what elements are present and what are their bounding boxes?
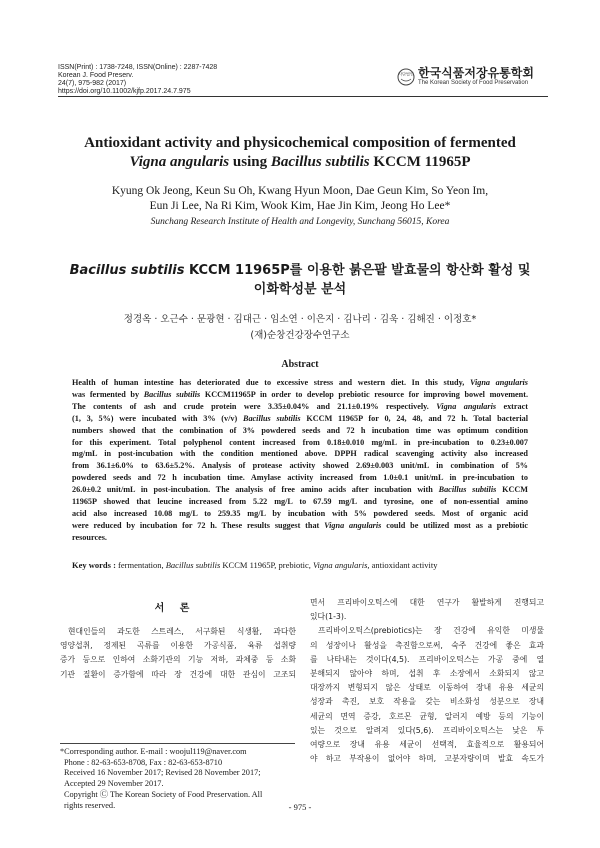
intro-left-line: 기관 질환이 증가함에 따라 장 건강에 대한 관심이 고조되 <box>60 669 296 679</box>
header-divider <box>58 96 548 97</box>
species-name: Bacillus subtilis <box>143 389 201 399</box>
journal-abbrev: Korean J. Food Preserv. <box>58 72 134 79</box>
intro-right-line: 야 하고 부작용이 없어야 하며, 고분자량이며 발효 속도가 <box>310 754 544 764</box>
journal-header <box>58 64 217 96</box>
abstract-body <box>72 377 528 544</box>
page-number: - 975 - <box>288 802 312 812</box>
abstract-line: for this experiment. Total polyphenol content increased from 0.18±0.010 mg/mL in pre-incubation to 0.23±0.007 <box>72 437 528 447</box>
intro-right-line: 있다(1-3). <box>310 612 347 622</box>
intro-right-line: 면서 프리바이오틱스에 대한 연구가 활발하게 진행되고 <box>310 598 544 607</box>
species-name: Bacillus subtilis <box>165 560 221 570</box>
footnote-line: Accepted 29 November 2017. <box>64 779 164 789</box>
intro-right-line: 를 나타내는 것이다(4,5). 프리바이오틱스는 가공 중에 열 <box>310 654 544 664</box>
issn-text: ISSN(Print) : 1738-7248, ISSN(Online) : 2287-7428 <box>58 64 218 71</box>
intro-right-line: 있는 것으로 알려져 있다(5,6). 프리바이오틱스는 낮은 투 <box>310 725 544 735</box>
intro-left-line: 영양섭취, 정제된 곡류를 이용한 가공식품, 육류 섭취량 <box>60 641 296 651</box>
abstract-line: from 36.1±6.0% to 63.6±5.2%. Analysis of protease activity showed 2.69±0.003 unit/mL in combination of 5% <box>72 461 528 471</box>
species-name: Vigna angularis <box>469 378 528 387</box>
doi-link[interactable]: https://doi.org/10.11002/kjfp.2017.24.7.975 <box>58 88 191 95</box>
korean-title-rest: KCCM 11965P를 이용한 붉은팥 발효물의 항산화 활성 및 <box>184 263 531 278</box>
footnote-line[interactable]: *Corresponding author. E-mail : woojul119@naver.com <box>60 747 247 756</box>
intro-left-column <box>60 625 296 682</box>
title-line-2 <box>40 153 560 172</box>
footnote-divider <box>60 743 295 744</box>
intro-left-line: 증가 등으로 인하여 소화기관의 기능 저하, 과체중 등 소화 <box>60 655 296 665</box>
korean-title <box>40 261 560 299</box>
abstract-line: was fermented by Bacillus subtilis KCCM11965P in order to develop prebiotic resource for improving bowel movement. <box>72 389 528 399</box>
intro-right-line: 의 성장이나 활성을 촉진함으로써, 숙주 건강에 좋은 효과 <box>310 640 544 650</box>
intro-right-line: 분해되지 않아야 하며, 섭취 후 소장에서 소화되지 않고 <box>310 669 544 679</box>
affiliation: Sunchang Research Institute of Health and Longevity, Sunchang 56015, Korea <box>150 217 450 227</box>
abstract-line: Health of human intestine has deteriorated due to excessive stress and western diet. In this study, Vigna angularis <box>72 378 528 387</box>
abstract-line: 11965P showed that leucine increased from 5.22 mg/L to 67.59 mg/L and tyrosine, one of non-essential amino <box>72 497 528 507</box>
intro-right-line: 세균의 면역 증강, 호르몬 균형, 알러지 예방 등의 기능이 <box>310 711 544 721</box>
journal-volume: 24(7), 975-982 (2017) <box>58 80 127 87</box>
authors-line-1: Kyung Ok Jeong, Keun Su Oh, Kwang Hyun Moon, Dae Geun Kim, So Yeon Im, <box>111 185 489 197</box>
abstract-line: resources. <box>72 532 107 542</box>
abstract-heading: Abstract <box>281 359 319 370</box>
intro-heading: 서 론 <box>154 603 196 614</box>
title-strain: KCCM 11965P <box>369 154 471 170</box>
footnote-line: Received 16 November 2017; Revised 28 November 2017; <box>64 768 261 778</box>
society-name-ko: 한국식품저장유통학회 <box>418 66 534 80</box>
species-name: Bacillus subtilis <box>242 413 301 423</box>
abstract-line: (1, 3, 5%) were incubated with 3% (v/v) Bacillus subtilis KCCM 11965P for 0, 24, 48, and 72 h. Total bacterial <box>72 413 529 423</box>
emblem-text: 사단법인 <box>398 71 414 77</box>
korean-title-species: Bacillus subtilis <box>69 263 185 278</box>
korean-authors: 정경옥 · 오근수 · 문광현 · 김대근 · 임소연 · 이은지 · 김나리 · 김욱 · 김해진 · 이정호* <box>123 314 477 325</box>
authors-line-2: Eun Ji Lee, Na Ri Kim, Wook Kim, Hae Jin Kim, Jeong Ho Lee* <box>149 200 451 212</box>
korean-affiliation: (재)순창건강장수연구소 <box>250 330 350 341</box>
intro-right-line: 대장까지 변형되지 않은 상태로 이동하여 장내 유용 세균의 <box>310 683 544 693</box>
abstract-line: 26.0±0.2 unit/mL in post-incubation. The analysis of free amino acids after incubation with Bacillus subtilis KCCM <box>72 485 529 495</box>
species-name: Vigna angularis <box>324 520 382 530</box>
korean-title-line-1 <box>40 261 560 280</box>
korean-title-line-2: 이화학성분 분석 <box>253 282 347 297</box>
society-name-en: The Korean Society of Food Preservation <box>418 80 529 86</box>
title-using: using <box>229 154 271 170</box>
keywords-text: fermentation, Bacillus subtilis KCCM 11965P, prebiotic, Vigna angularis, antioxidant activity <box>118 560 438 570</box>
society-logo <box>397 66 549 88</box>
title-bacteria: Bacillus subtilis <box>270 154 370 170</box>
species-name: Bacillus subtilis <box>438 485 497 495</box>
keywords-label: Key words : <box>72 560 119 570</box>
author-list <box>40 184 560 214</box>
abstract-line: mg/mL in post-incubation with the condition mentioned above. DPPH radical scavenging activity also increased <box>72 449 528 459</box>
abstract-line: acid also increased 10.08 mg/L to 259.35 mg/L by incubation with 5% powdered seeds. Most of organic acid <box>72 508 528 518</box>
abstract-line: The contents of ash and crude protein were 3.35±0.04% and 21.1±0.19% respectively. Vigna angularis extract <box>72 401 528 411</box>
intro-right-line: 성장과 촉진, 보호 작용을 갖는 비소화성 성분으로 장내 <box>310 697 544 707</box>
species-name: Vigna angularis <box>436 401 497 411</box>
abstract-line: were reduced by incubation for 72 h. These results suggest that Vigna angularis could be utilized most as a prebiotic <box>72 520 528 530</box>
intro-right-column <box>310 596 544 766</box>
title-species: Vigna angularis <box>129 154 230 170</box>
keywords <box>72 560 528 571</box>
abstract-line: numbers showed that the combination of 3% powdered seeds and 72 h incubation time was optimum condition <box>72 425 528 435</box>
title-line-1: Antioxidant activity and physicochemical composition of fermented <box>84 135 516 151</box>
footnote-line: Phone : 82-63-653-8708, Fax : 82-63-653-8710 <box>64 757 223 767</box>
intro-right-line: 여량으로 장내 유용 세균이 선택적, 효율적으로 활용되어 <box>310 740 544 750</box>
paper-title <box>40 134 560 172</box>
footnote-line: Copyright Ⓒ The Korean Society of Food Preservation. All <box>64 789 263 799</box>
abstract-line: powdered seeds and 72 h incubation time. Amylase activity increased from 1.0±0.1 unit/mL in pre-incubation to <box>72 473 528 483</box>
species-name: Vigna angularis <box>313 560 368 570</box>
intro-left-line: 현대인들의 과도한 스트레스, 서구화된 식생활, 과다한 <box>68 627 296 636</box>
intro-right-line: 프리바이오틱스(prebiotics)는 장 건강에 유익한 미생물 <box>318 626 544 636</box>
footnote-line: rights reserved. <box>64 800 116 810</box>
society-emblem-icon <box>397 68 415 86</box>
